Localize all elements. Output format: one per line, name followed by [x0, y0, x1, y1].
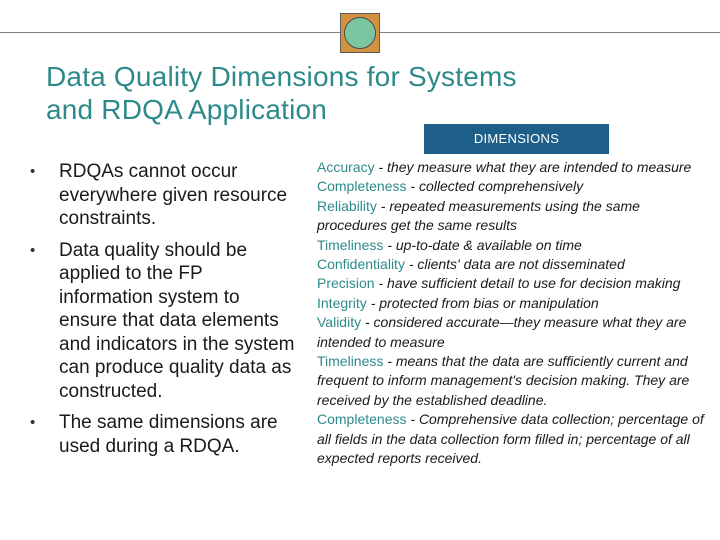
bullet-dot-icon: • [30, 414, 36, 431]
dimension-desc: - collected comprehensively [406, 178, 584, 195]
dimension-desc: - Comprehensive data collection; percentage of all fields in the data collection form filled in; percentage of all expected reports received. [317, 411, 704, 467]
slide-title-line-2: and RDQA Application [46, 94, 328, 125]
bullet-dot-icon: • [30, 241, 36, 259]
dimension-item [317, 352, 713, 410]
dimension-term: Validity [317, 314, 362, 331]
bullet-text: The same dimensions are used during a RDQA. [59, 412, 278, 457]
dimension-item [317, 197, 713, 236]
dimension-desc: - repeated measurements using the same procedures get the same results [317, 197, 640, 234]
dimension-desc: - clients' data are not disseminated [404, 256, 625, 273]
bullet-item [30, 239, 300, 404]
dimensions-badge: DIMENSIONS [424, 124, 609, 154]
dimension-term: Accuracy [317, 159, 375, 175]
dimension-desc: - have sufficient detail to use for decision making [374, 275, 681, 292]
dimension-desc: - considered accurate—they measure what they are intended to measure [317, 314, 687, 350]
dimension-term: Timeliness [317, 353, 384, 370]
dimension-desc: - they measure what they are intended to measure [374, 159, 692, 175]
dimension-item [317, 274, 713, 293]
bullet-item [30, 411, 300, 458]
dimension-item [317, 294, 713, 313]
bullet-text: Data quality should be applied to the FP information system to ensure that data elements and indicators in the system can produce quality data as constructed. [59, 239, 295, 402]
dimension-desc: - protected from bias or manipulation [366, 294, 599, 311]
dimension-item [317, 158, 713, 177]
logo-circle-icon [344, 17, 376, 49]
dimension-term: Completeness [317, 411, 407, 428]
dimension-term: Completeness [317, 178, 407, 195]
logo-emblem [340, 13, 380, 53]
slide-title-line-1: Data Quality Dimensions for Systems [46, 61, 517, 92]
dimension-term: Confidentiality [317, 256, 405, 273]
bullet-list [30, 160, 300, 466]
dimension-item [317, 313, 713, 352]
dimension-item [317, 177, 713, 196]
bullet-dot-icon: • [30, 163, 36, 180]
slide-title [46, 60, 646, 126]
dimensions-list [317, 158, 713, 469]
dimension-term: Integrity [317, 294, 367, 311]
dimension-term: Reliability [317, 197, 377, 214]
dimension-desc: - means that the data are sufficiently current and frequent to inform management's decision making. They are received by the established deadline. [317, 353, 690, 408]
bullet-text: RDQAs cannot occur everywhere given resource constraints. [59, 161, 288, 229]
dimension-item [317, 255, 713, 274]
dimension-item [317, 236, 713, 255]
dimension-desc: - up-to-date & available on time [383, 236, 582, 253]
dimension-term: Timeliness [317, 236, 384, 253]
dimension-term: Precision [317, 275, 375, 292]
bullet-item [30, 160, 300, 231]
dimension-item [317, 410, 713, 468]
